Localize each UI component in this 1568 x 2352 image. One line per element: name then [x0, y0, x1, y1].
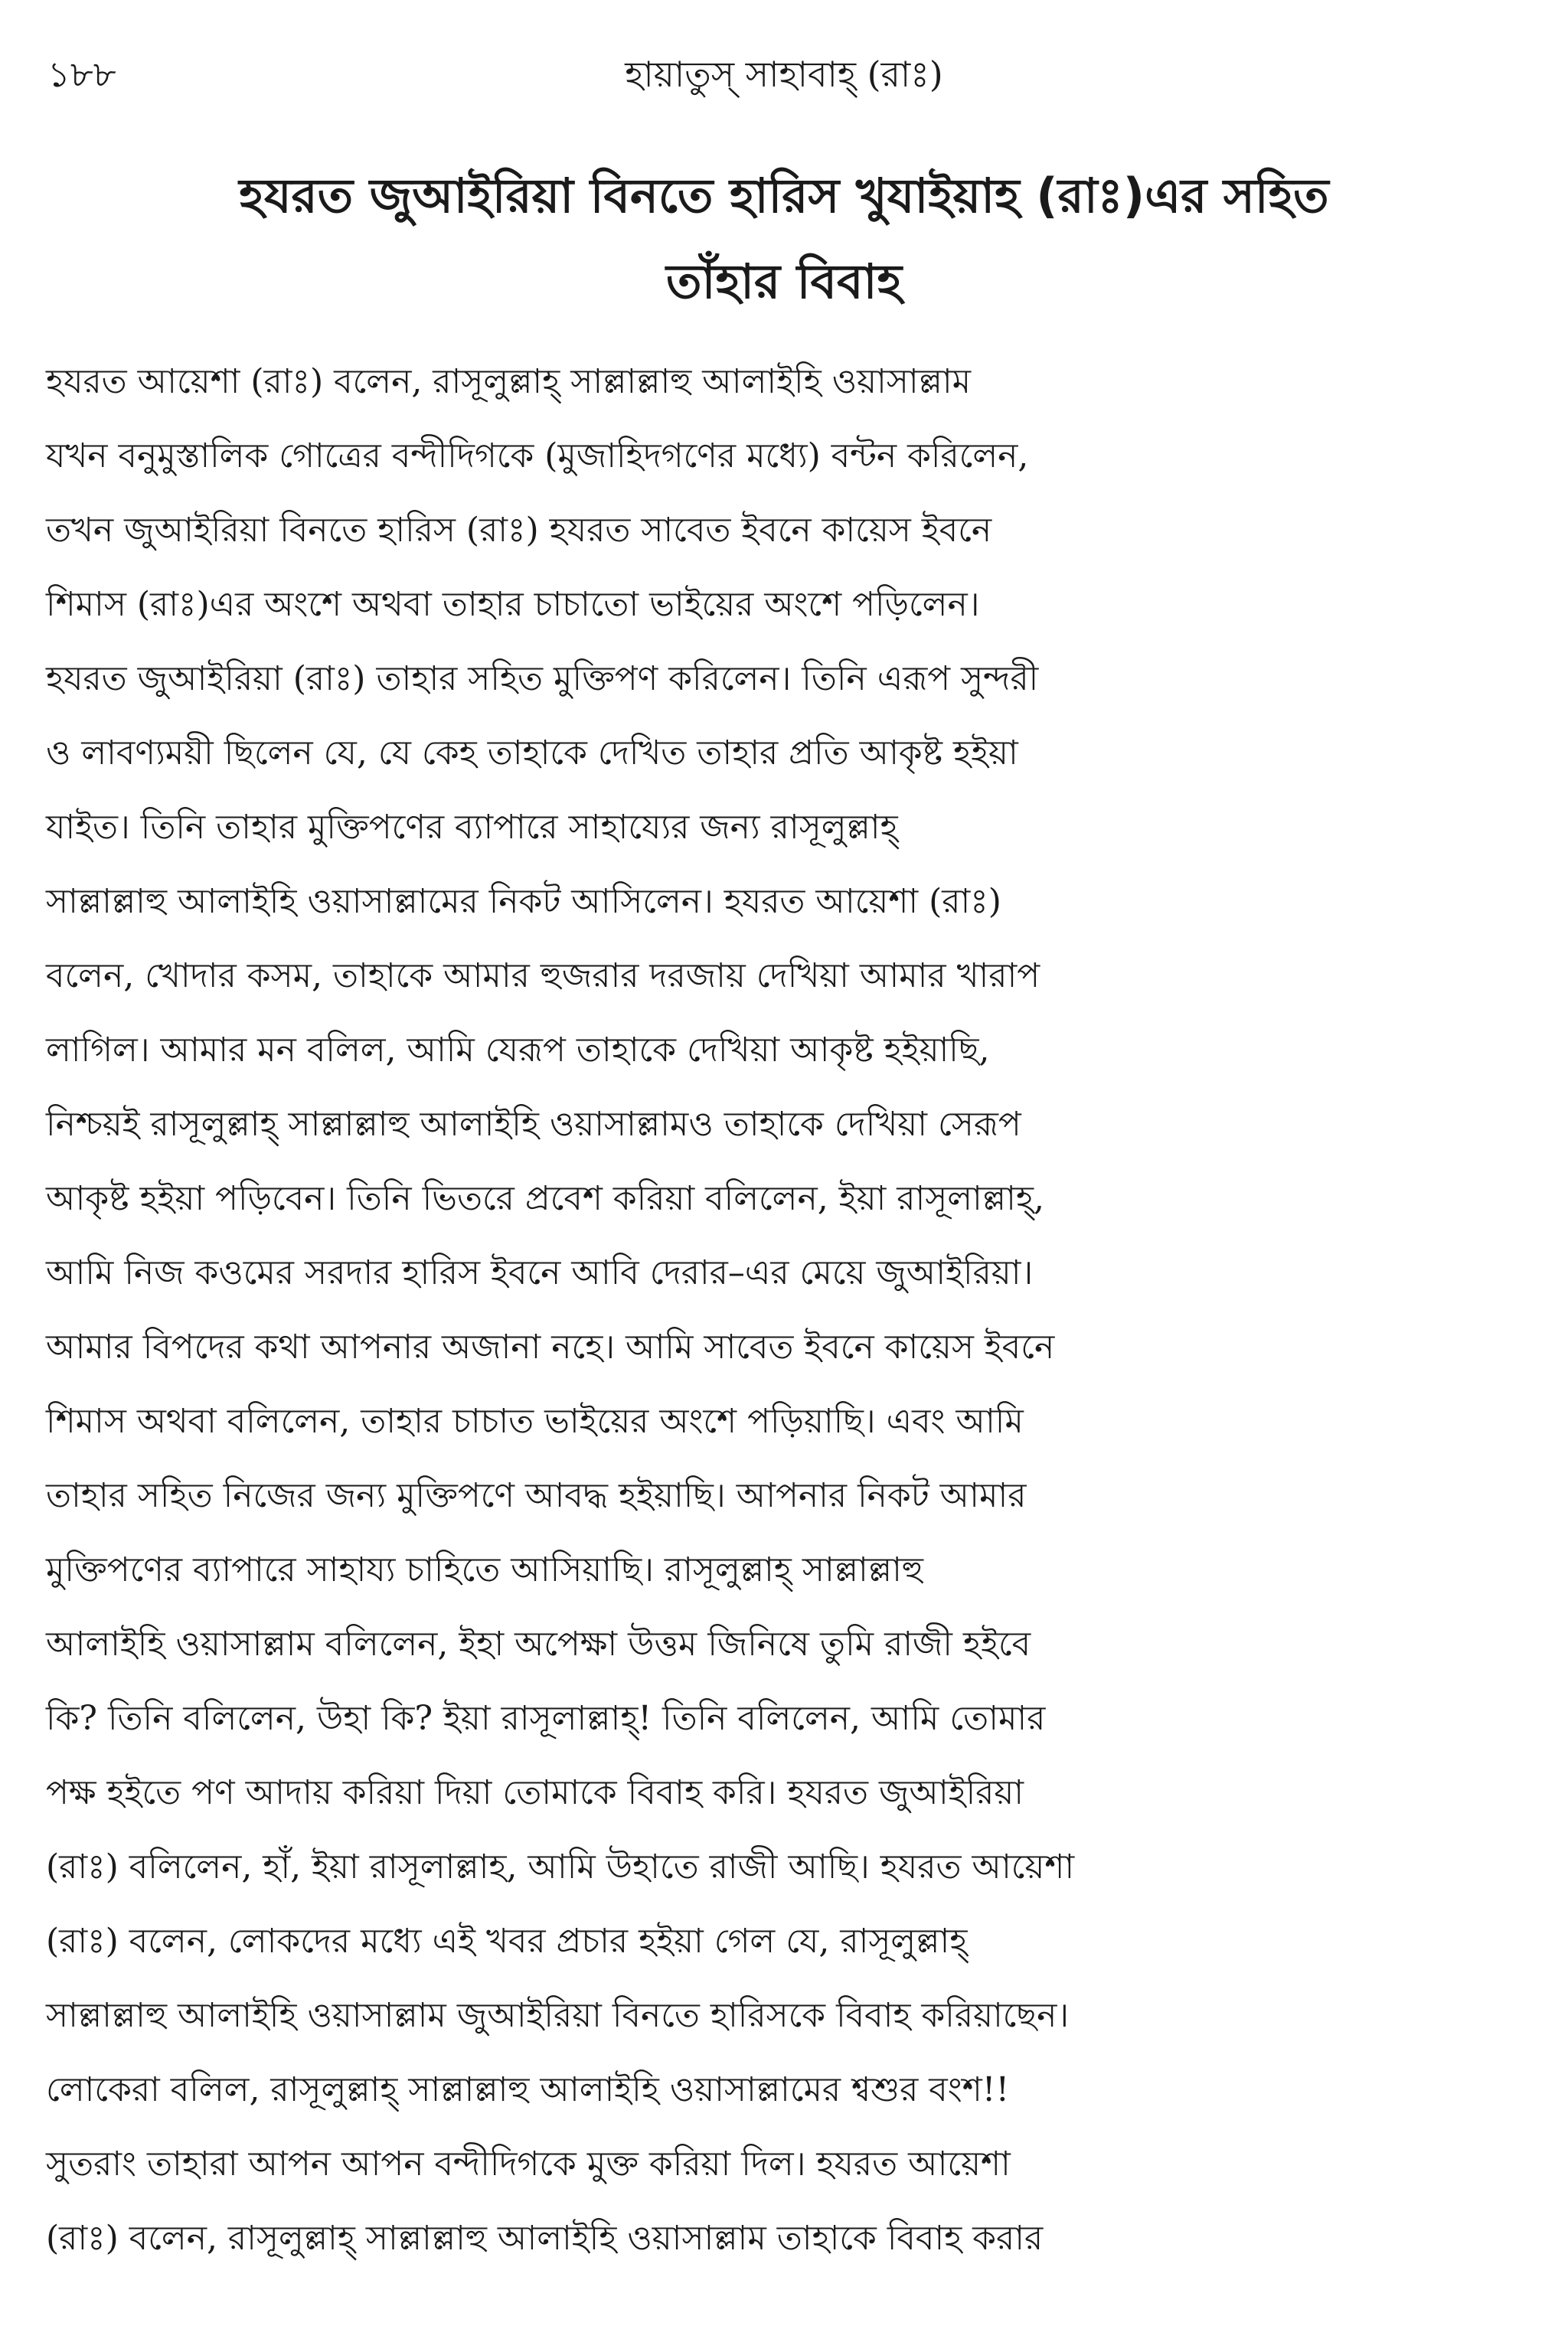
chapter-heading: [61, 153, 1507, 325]
body-line: হযরত আয়েশা (রাঃ) বলেন, রাসূলুল্লাহ্ সাল্লাল্লাহু আলাইহি ওয়াসাল্লাম: [46, 362, 972, 401]
body-line: সাল্লাল্লাহু আলাইহি ওয়াসাল্লাম জুআইরিয়া বিনতে হারিসকে বিবাহ করিয়াছেন।: [46, 1996, 1070, 2035]
body-line: মুক্তিপণের ব্যাপারে সাহায্য চাহিতে আসিয়াছি। রাসূলুল্লাহ্ সাল্লাল্লাহু: [46, 1550, 923, 1589]
body-line: সাল্লাল্লাহু আলাইহি ওয়াসাল্লামের নিকট আসিলেন। হযরত আয়েশা (রাঃ): [46, 882, 1001, 921]
body-line: আমার বিপদের কথা আপনার অজানা নহে। আমি সাবেত ইবনে কায়েস ইবনে: [46, 1328, 1055, 1367]
running-header: [0, 47, 1568, 101]
body-line: লাগিল। আমার মন বলিল, আমি যেরূপ তাহাকে দেখিয়া আকৃষ্ট হইয়াছি,: [46, 1031, 990, 1070]
body-line: ও লাবণ্যময়ী ছিলেন যে, যে কেহ তাহাকে দেখিত তাহার প্রতি আকৃষ্ট হইয়া: [46, 733, 1018, 773]
body-line: যখন বনুমুস্তালিক গোত্রের বন্দীদিগকে (মুজাহিদগণের মধ্যে) বন্টন করিলেন,: [46, 436, 1029, 475]
body-line: কি? তিনি বলিলেন, উহা কি? ইয়া রাসূলাল্লাহ্! তিনি বলিলেন, আমি তোমার: [46, 1699, 1046, 1738]
body-line: পক্ষ হইতে পণ আদায় করিয়া দিয়া তোমাকে বিবাহ করি। হযরত জুআইরিয়া: [46, 1773, 1024, 1812]
page-number: ১৮৮: [47, 54, 116, 95]
body-text: [46, 345, 1424, 2275]
body-line: হযরত জুআইরিয়া (রাঃ) তাহার সহিত মুক্তিপণ করিলেন। তিনি এরূপ সুন্দরী: [46, 659, 1039, 698]
body-line: শিমাস অথবা বলিলেন, তাহার চাচাত ভাইয়ের অংশে পড়িয়াছি। এবং আমি: [46, 1402, 1024, 1441]
body-line: তখন জুআইরিয়া বিনতে হারিস (রাঃ) হযরত সাবেত ইবনে কায়েস ইবনে: [46, 511, 992, 550]
body-line: তাহার সহিত নিজের জন্য মুক্তিপণে আবদ্ধ হইয়াছি। আপনার নিকট আমার: [46, 1476, 1027, 1515]
chapter-heading-line: তাঁহার বিবাহ: [665, 253, 903, 309]
body-line: নিশ্চয়ই রাসূলুল্লাহ্ সাল্লাল্লাহু আলাইহি ওয়াসাল্লামও তাহাকে দেখিয়া সেরূপ: [46, 1105, 1021, 1144]
body-line: যাইত। তিনি তাহার মুক্তিপণের ব্যাপারে সাহায্যের জন্য রাসূলুল্লাহ্: [46, 808, 898, 847]
body-line: (রাঃ) বলেন, লোকদের মধ্যে এই খবর প্রচার হইয়া গেল যে, রাসূলুল্লাহ্: [46, 1922, 968, 1961]
body-line: লোকেরা বলিল, রাসূলুল্লাহ্ সাল্লাল্লাহু আলাইহি ওয়াসাল্লামের শ্বশুর বংশ!!: [46, 2070, 1010, 2109]
running-title: হায়াতুস্ সাহাবাহ্ (রাঃ): [625, 54, 943, 95]
chapter-heading-line: হযরত জুআইরিয়া বিনতে হারিস খুযাইয়াহ (রাঃ)এর সহিত: [239, 168, 1329, 224]
body-line: বলেন, খোদার কসম, তাহাকে আমার হুজরার দরজায় দেখিয়া আমার খারাপ: [46, 956, 1040, 995]
body-line: আকৃষ্ট হইয়া পড়িবেন। তিনি ভিতরে প্রবেশ করিয়া বলিলেন, ইয়া রাসূলাল্লাহ্,: [46, 1179, 1044, 1218]
body-line: (রাঃ) বলিলেন, হাঁ, ইয়া রাসূলাল্লাহ, আমি উহাতে রাজী আছি। হযরত আয়েশা: [46, 1847, 1075, 1886]
body-line: আলাইহি ওয়াসাল্লাম বলিলেন, ইহা অপেক্ষা উত্তম জিনিষে তুমি রাজী হইবে: [46, 1625, 1031, 1664]
body-line: আমি নিজ কওমের সরদার হারিস ইবনে আবি দেরার–এর মেয়ে জুআইরিয়া।: [46, 1253, 1034, 1292]
body-line: সুতরাং তাহারা আপন আপন বন্দীদিগকে মুক্ত করিয়া দিল। হযরত আয়েশা: [46, 2145, 1011, 2184]
body-line: (রাঃ) বলেন, রাসূলুল্লাহ্ সাল্লাল্লাহু আলাইহি ওয়াসাল্লাম তাহাকে বিবাহ করার: [46, 2219, 1044, 2258]
body-line: শিমাস (রাঃ)এর অংশে অথবা তাহার চাচাতো ভাইয়ের অংশে পড়িলেন।: [46, 585, 980, 624]
